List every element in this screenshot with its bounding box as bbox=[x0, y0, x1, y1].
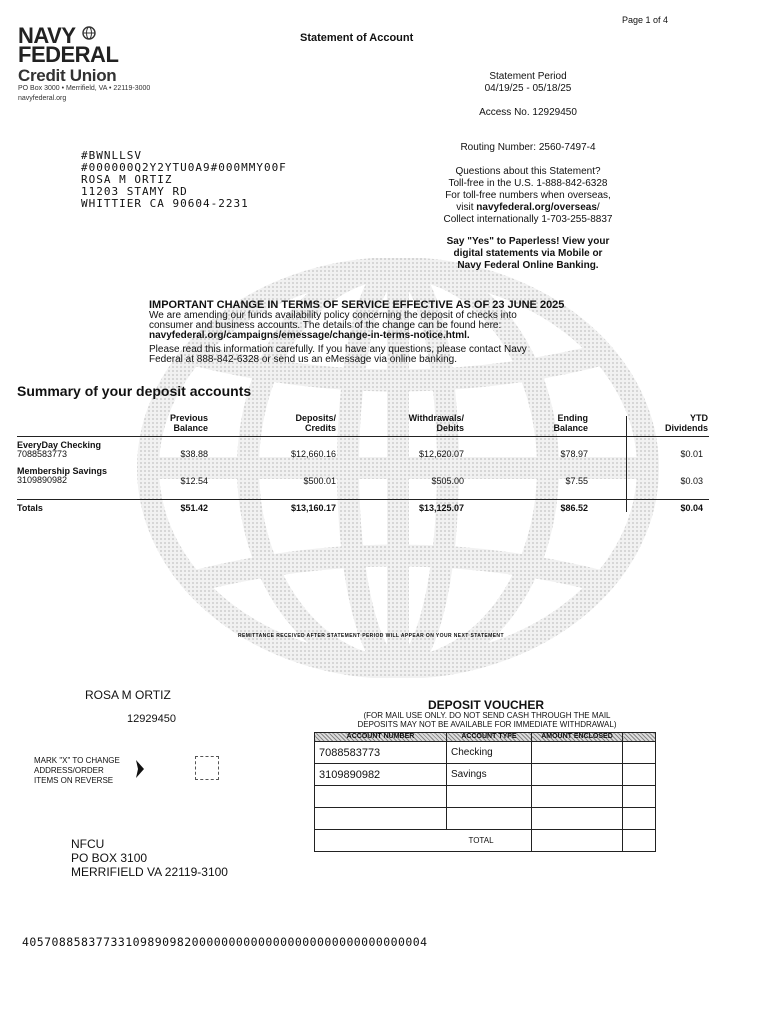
overseas-link[interactable]: navyfederal.org/overseas bbox=[476, 202, 597, 213]
total-label: TOTAL bbox=[315, 830, 532, 852]
statement-period bbox=[428, 71, 628, 95]
contact-line: Collect internationally 1-703-255-8837 bbox=[443, 214, 613, 225]
remit-address: NFCU PO BOX 3100 MERRIFIELD VA 22119-3100 bbox=[71, 837, 228, 879]
summary-cell: $38.88 bbox=[180, 449, 208, 459]
voucher-account-number: 7088583773 bbox=[315, 742, 447, 764]
summary-cell: $12,660.16 bbox=[290, 449, 336, 459]
amount-field[interactable] bbox=[532, 742, 623, 764]
voucher-member-name: ROSA M ORTIZ bbox=[85, 688, 171, 702]
globe-logo-icon bbox=[82, 26, 96, 40]
contact-line: Toll-free in the U.S. 1-888-842-6328 bbox=[448, 178, 608, 189]
table-row bbox=[315, 808, 656, 830]
voucher-access-no: 12929450 bbox=[127, 713, 176, 725]
page-number: Page 1 of 4 bbox=[622, 15, 669, 25]
table-row bbox=[315, 830, 656, 852]
totals-label: Totals bbox=[17, 503, 43, 513]
access-number: Access No. 12929450 bbox=[479, 107, 577, 118]
terms-link[interactable]: navyfederal.org/campaigns/emessage/change-in-terms-notice.html. bbox=[149, 330, 470, 341]
account-label: EveryDay Checking 7088583773 bbox=[17, 440, 102, 459]
divider bbox=[626, 416, 627, 512]
col-header-ytd: YTD Dividends bbox=[664, 413, 708, 433]
contact-line: For toll-free numbers when overseas, bbox=[445, 190, 611, 201]
voucher-subtitle: (FOR MAIL USE ONLY. DO NOT SEND CASH THROUGH THE MAIL DEPOSITS MAY NOT BE AVAILABLE FOR IMMEDIATE WITHDRAWAL) bbox=[357, 711, 617, 729]
voucher-account-type: Savings bbox=[447, 764, 532, 786]
total-amount-field[interactable] bbox=[532, 830, 623, 852]
totals-cell: $0.04 bbox=[680, 503, 703, 513]
amount-field[interactable] bbox=[532, 786, 623, 808]
micr-line: 4057088583773310989098200000000000000000000000000000004 bbox=[22, 935, 428, 949]
summary-title: Summary of your deposit accounts bbox=[17, 383, 252, 399]
voucher-title: DEPOSIT VOUCHER bbox=[428, 698, 545, 712]
statement-period-label: Statement Period bbox=[489, 71, 567, 82]
totals-cell: $86.52 bbox=[560, 503, 588, 513]
mailing-address: #BWNLLSV #000000Q2Y2YTU0A9#000MMY00F ROSA M ORTIZ 11203 STAMY RD WHITTIER CA 90604-2231 bbox=[81, 149, 287, 210]
divider bbox=[17, 499, 709, 500]
divider bbox=[17, 436, 709, 437]
bank-website: navyfederal.org bbox=[18, 95, 67, 102]
col-header-deposits: Deposits/ Credits bbox=[295, 413, 336, 433]
paperless-promo: Say "Yes" to Paperless! View your digital statements via Mobile or Navy Federal Online Banking. bbox=[446, 236, 610, 271]
notice-heading: IMPORTANT CHANGE IN TERMS OF SERVICE EFFECTIVE AS OF 23 JUNE 2025 bbox=[149, 299, 565, 311]
totals-cell: $51.42 bbox=[180, 503, 208, 513]
totals-cell: $13,160.17 bbox=[290, 503, 336, 513]
statement-period-dates: 04/19/25 - 05/18/25 bbox=[484, 83, 572, 94]
address-change-checkbox[interactable] bbox=[195, 756, 219, 780]
contact-line: Questions about this Statement? bbox=[455, 166, 601, 177]
logo-text: NAVY FEDERAL bbox=[18, 23, 119, 67]
voucher-account-number: 3109890982 bbox=[315, 764, 447, 786]
col-header-previous: Previous Balance bbox=[169, 413, 208, 433]
voucher-col-header: ACCOUNT TYPE bbox=[447, 733, 532, 742]
summary-cell: $505.00 bbox=[431, 476, 464, 486]
summary-cell: $12.54 bbox=[180, 476, 208, 486]
amount-field[interactable] bbox=[532, 808, 623, 830]
summary-cell: $0.01 bbox=[680, 449, 703, 459]
col-header-withdrawals: Withdrawals/ Debits bbox=[408, 413, 464, 433]
table-row bbox=[315, 742, 656, 764]
summary-cell: $500.01 bbox=[303, 476, 336, 486]
summary-cell: $0.03 bbox=[680, 476, 703, 486]
logo-subtitle: Credit Union bbox=[18, 66, 117, 85]
account-label: Membership Savings 3109890982 bbox=[17, 466, 108, 485]
summary-cell: $78.97 bbox=[560, 449, 588, 459]
table-row bbox=[315, 786, 656, 808]
page-title: Statement of Account bbox=[300, 32, 414, 44]
totals-cell: $13,125.07 bbox=[418, 503, 464, 513]
routing-number: Routing Number: 2560-7497-4 bbox=[460, 142, 596, 153]
table-row bbox=[315, 764, 656, 786]
bank-address: PO Box 3000 • Merrifield, VA • 22119-3000 bbox=[18, 85, 151, 92]
voucher-account-type: Checking bbox=[447, 742, 532, 764]
voucher-table bbox=[314, 732, 656, 852]
voucher-col-header: ACCOUNT NUMBER bbox=[315, 733, 447, 742]
arrow-right-icon bbox=[134, 760, 146, 778]
summary-cell: $12,620.07 bbox=[418, 449, 464, 459]
contact-info bbox=[428, 166, 628, 226]
remittance-note: REMITTANCE RECEIVED AFTER STATEMENT PERIOD WILL APPEAR ON YOUR NEXT STATEMENT bbox=[238, 633, 504, 639]
contact-line: visit navyfederal.org/overseas/ bbox=[456, 202, 600, 213]
voucher-col-header: AMOUNT ENCLOSED bbox=[532, 733, 623, 742]
notice-body: We are amending our funds availability policy concerning the deposit of checks into consumer and business accounts. The details of the change can be found here: navyfederal.org/campaigns/emessage/change-in-terms-notice.html. Please read this information carefully. If you have any questions, please contact Navy Federal at 888-842-6328 or send us an eMessage via online banking. bbox=[149, 311, 589, 365]
amount-field[interactable] bbox=[532, 764, 623, 786]
summary-cell: $7.55 bbox=[565, 476, 588, 486]
address-change-label: MARK "X" TO CHANGE ADDRESS/ORDER ITEMS ON REVERSE bbox=[34, 756, 120, 785]
col-header-ending: Ending Balance bbox=[553, 413, 588, 433]
